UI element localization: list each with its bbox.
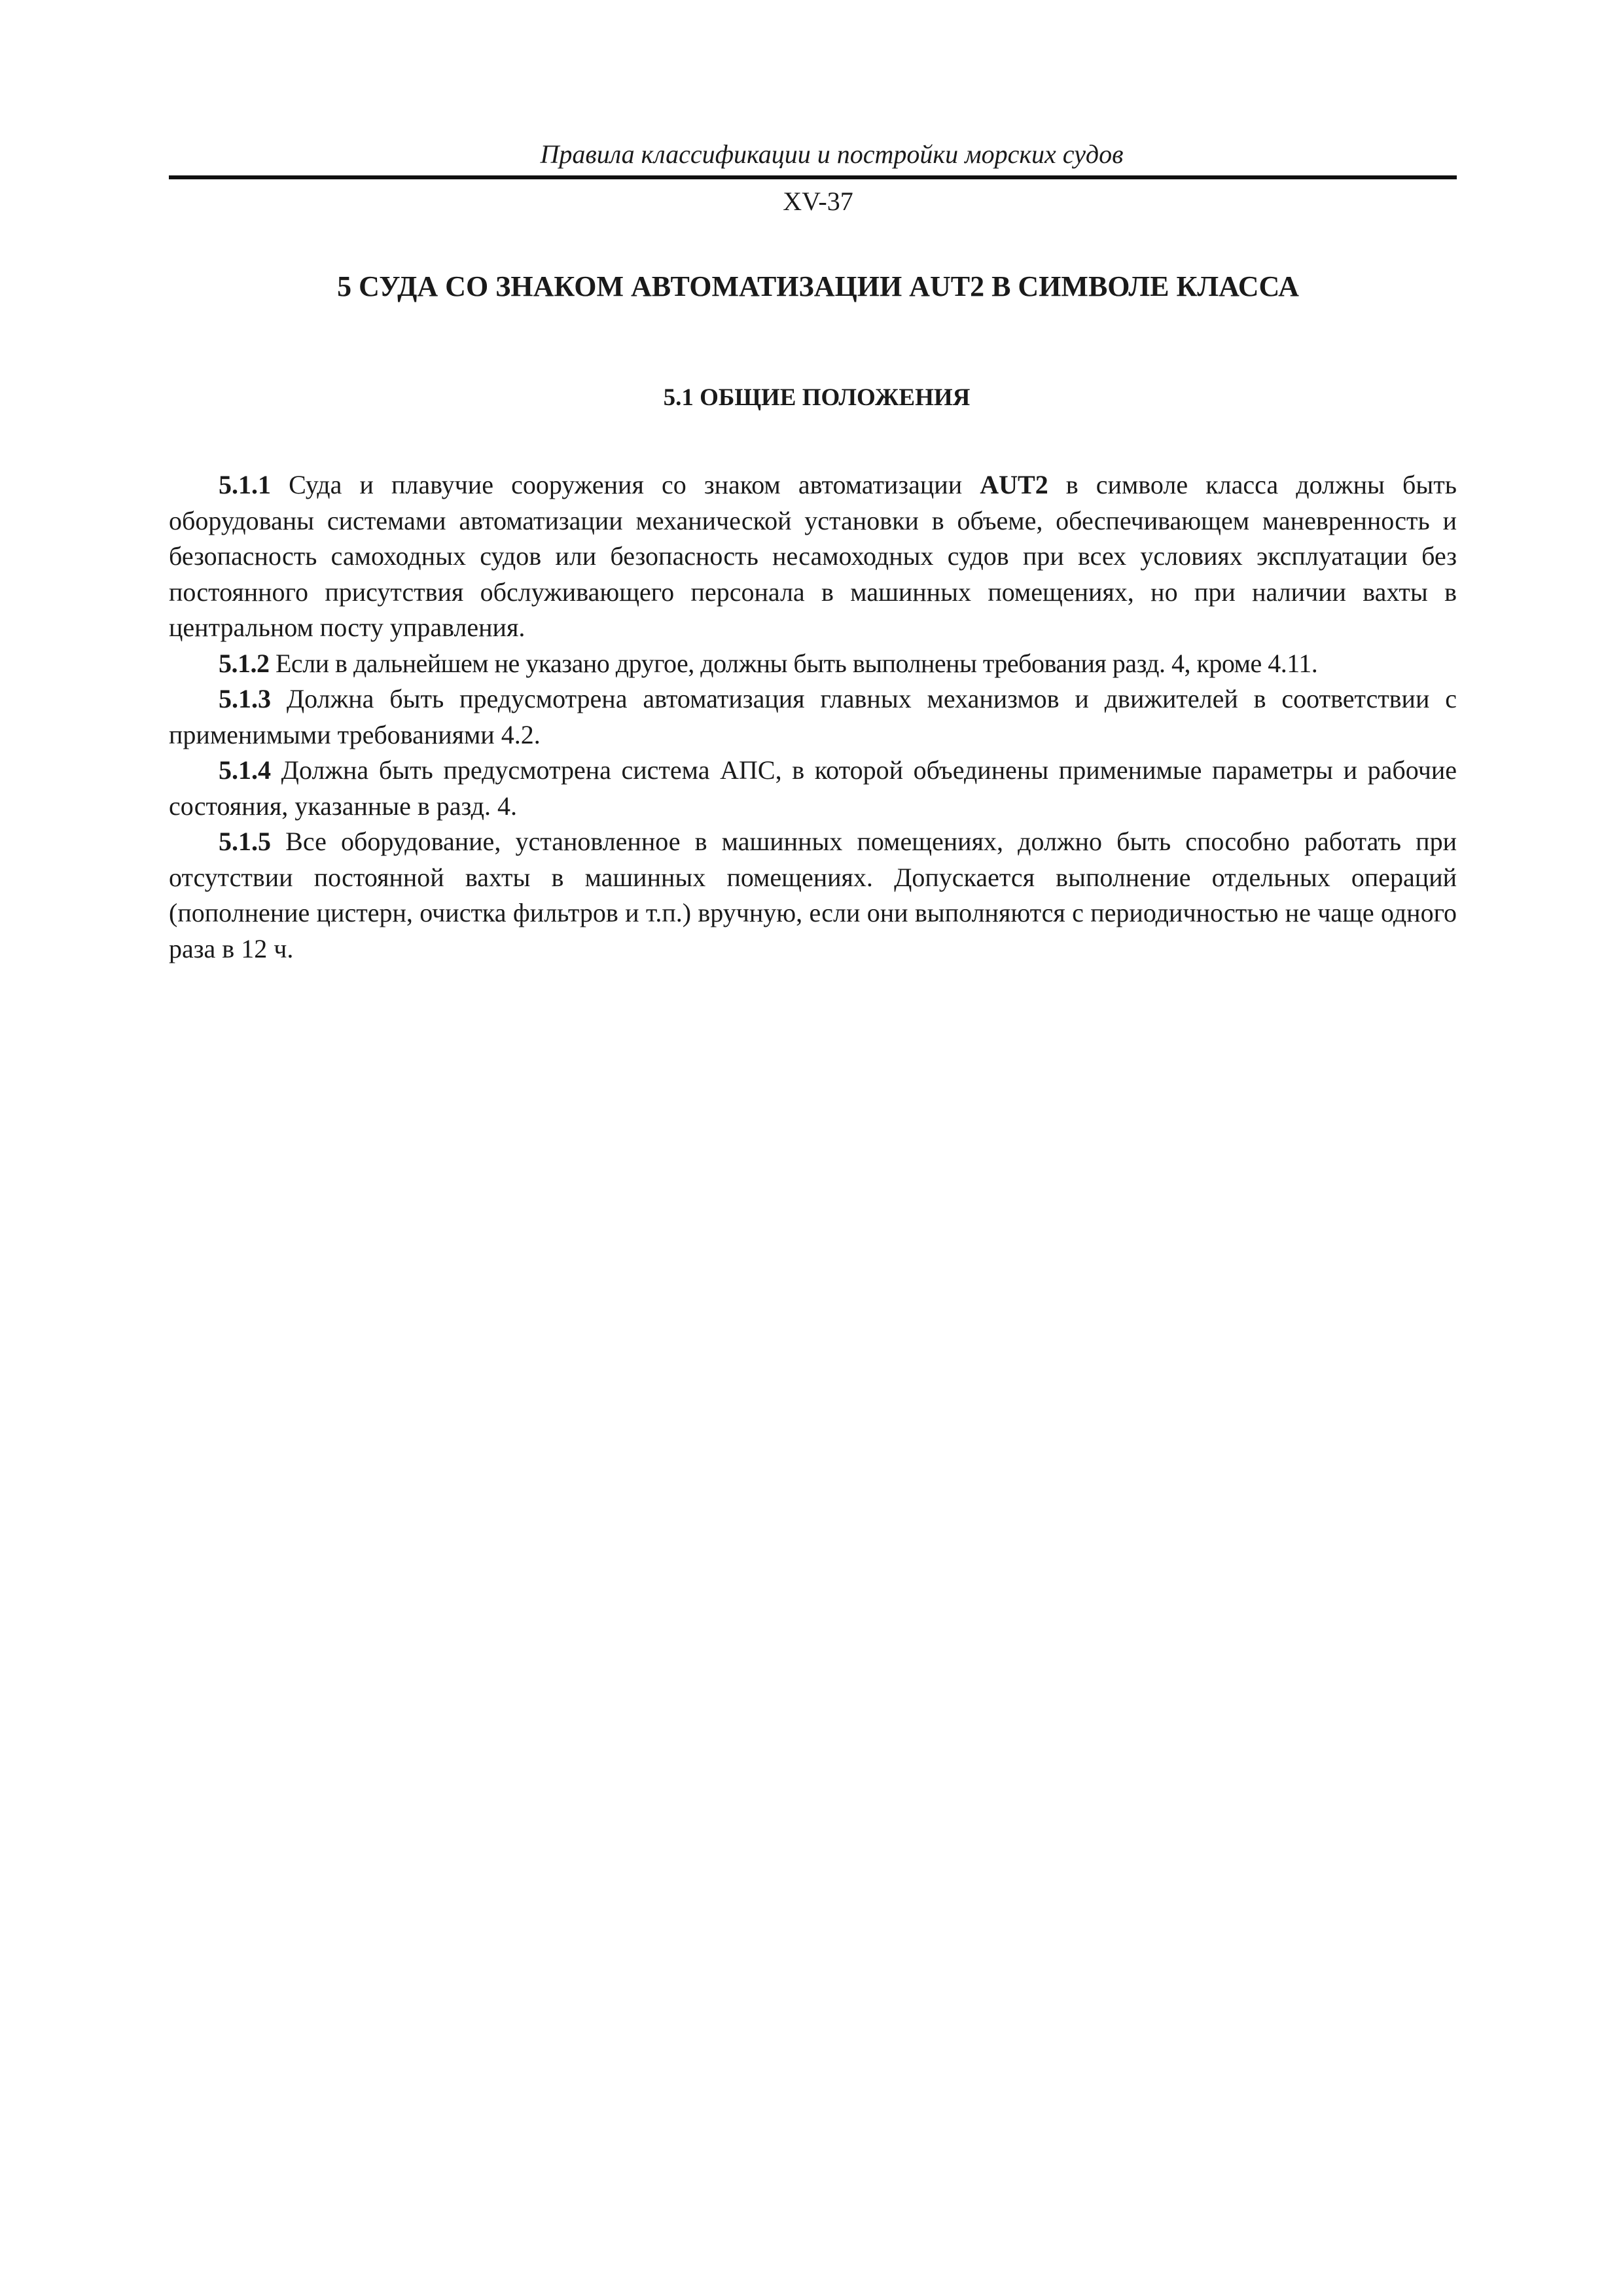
automation-mark: AUT2 <box>980 470 1048 499</box>
body-text <box>169 467 1457 967</box>
paragraph-number: 5.1.5 <box>219 827 271 856</box>
paragraph-5-1-1 <box>169 467 1457 646</box>
paragraph-text: Все оборудование, установленное в машинных помещениях, должно быть способно работать при отсутствии постоянной вахты в машинных помещениях. Допускается выполнение отдельных операций (пополнение цистерн, очистка фильтров и т.п.) вручную, если они выполняются с периодичностью не чаще одного раза в 12 ч. <box>169 827 1457 963</box>
page-number: XV-37 <box>783 187 853 216</box>
paragraph-5-1-2 <box>169 646 1457 682</box>
paragraph-5-1-5 <box>169 824 1457 967</box>
document-page <box>169 137 1457 967</box>
paragraph-number: 5.1.3 <box>219 684 271 713</box>
header-rule <box>169 175 1457 179</box>
paragraph-number: 5.1.4 <box>219 755 271 785</box>
paragraph-number: 5.1.2 <box>219 648 270 678</box>
paragraph-text: Должна быть предусмотрена автоматизация главных механизмов и движителей в соответствии с применимыми требованиями 4.2. <box>169 684 1457 749</box>
chapter-title: 5 СУДА СО ЗНАКОМ АВТОМАТИЗАЦИИ AUT2 В СИМВОЛЕ КЛАССА <box>337 270 1299 302</box>
paragraph-number: 5.1.1 <box>219 470 271 499</box>
paragraph-text: в символе класса должны быть оборудованы системами автоматизации механической установки в объеме, обеспечивающем маневренность и безопасность самоходных судов или безопасность несамоходных судов при всех условиях эксплуатации без постоянного присутствия обслуживающего персонала в машинных помещениях, но при наличии вахты в центральном посту управления. <box>169 470 1457 642</box>
paragraph-text: Должна быть предусмотрена система АПС, в которой объединены применимые параметры и рабочие состояния, указанные в разд. 4. <box>169 755 1457 821</box>
paragraph-5-1-4 <box>169 753 1457 824</box>
running-header: Правила классификации и постройки морских судов <box>540 139 1124 169</box>
section-title: 5.1 ОБЩИЕ ПОЛОЖЕНИЯ <box>663 384 971 411</box>
paragraph-text: Если в дальнейшем не указано другое, должны быть выполнены требования разд. 4, кроме 4.11. <box>269 648 1318 678</box>
paragraph-5-1-3 <box>169 681 1457 753</box>
paragraph-text: Суда и плавучие сооружения со знаком автоматизации <box>271 470 980 499</box>
